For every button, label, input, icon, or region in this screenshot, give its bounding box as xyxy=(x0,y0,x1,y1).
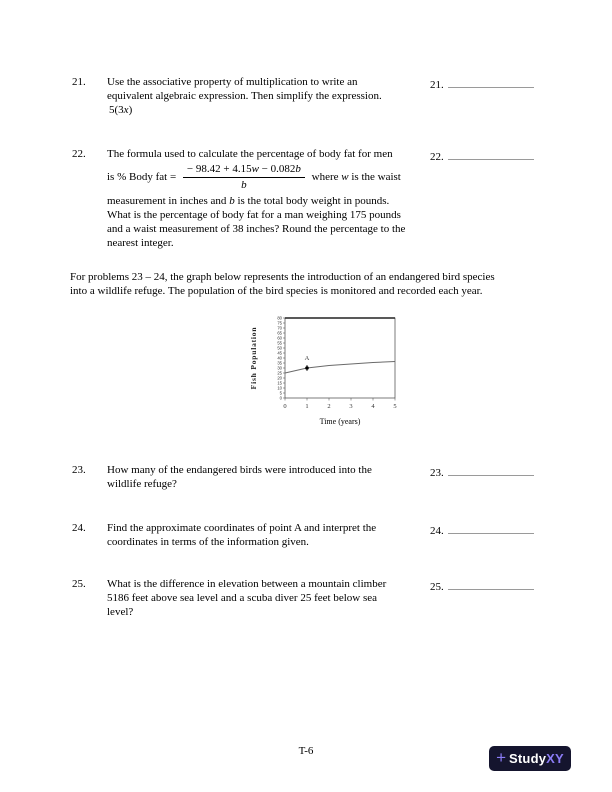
answer-slot-25 xyxy=(430,577,534,594)
answer-slot-23 xyxy=(430,463,534,480)
fraction-numerator: − 98.42 + 4.15w − 0.082b xyxy=(183,163,305,178)
answer-label: 23. xyxy=(430,467,444,479)
answer-label: 21. xyxy=(430,79,444,91)
svg-text:A: A xyxy=(304,355,310,362)
algebra-expression: 5(3x) xyxy=(109,104,133,116)
answer-slot-21 xyxy=(430,75,534,92)
svg-text:45: 45 xyxy=(277,350,282,356)
svg-text:10: 10 xyxy=(277,385,282,391)
svg-text:Time (years): Time (years) xyxy=(319,417,361,426)
problem-line: equivalent algebraic expression. Then simplify the expression. xyxy=(107,90,382,102)
svg-text:25: 25 xyxy=(277,370,282,376)
svg-text:80: 80 xyxy=(277,315,282,321)
problem-number: 22. xyxy=(72,148,86,160)
svg-text:50: 50 xyxy=(277,345,282,351)
answer-label: 24. xyxy=(430,525,444,537)
studyxy-logo xyxy=(489,746,571,771)
problem-line: The formula used to calculate the percentage of body fat for men xyxy=(107,148,393,160)
svg-text:5: 5 xyxy=(279,390,282,396)
problem-number: 24. xyxy=(72,522,86,534)
problem-line: Use the associative property of multiplication to write an xyxy=(107,76,358,88)
fraction-denominator: b xyxy=(241,179,247,191)
brand-text-xy: XY xyxy=(546,750,564,766)
problem-24 xyxy=(72,521,577,549)
svg-text:55: 55 xyxy=(277,340,282,346)
footer-page-number: T-6 xyxy=(298,745,314,757)
problem-line: How many of the endangered birds were introduced into the xyxy=(107,464,372,476)
problem-text xyxy=(107,75,429,117)
svg-text:60: 60 xyxy=(277,335,282,341)
answer-blank-line xyxy=(448,521,534,534)
svg-text:4: 4 xyxy=(371,403,375,410)
problem-line: 5186 feet above sea level and a scuba diver 25 feet below sea xyxy=(107,592,377,604)
answer-blank-line xyxy=(448,577,534,590)
brand-text-study: Study xyxy=(509,750,547,766)
svg-text:3: 3 xyxy=(349,403,353,410)
answer-slot-24 xyxy=(430,521,534,538)
answer-label: 22. xyxy=(430,151,444,163)
problem-text xyxy=(107,463,429,491)
problem-line: coordinates in terms of the information given. xyxy=(107,536,309,548)
problem-text xyxy=(107,577,429,619)
problem-line: level? xyxy=(107,606,134,618)
answer-blank-line xyxy=(448,147,534,160)
svg-text:Fish Population: Fish Population xyxy=(249,326,258,390)
svg-text:0: 0 xyxy=(279,395,282,401)
answer-label: 25. xyxy=(430,581,444,593)
problem-text xyxy=(107,147,429,250)
problem-line: nearest integer. xyxy=(107,237,174,249)
svg-text:1: 1 xyxy=(305,403,309,410)
problem-text xyxy=(107,521,429,549)
problem-25 xyxy=(72,577,577,619)
svg-text:65: 65 xyxy=(277,330,282,336)
svg-text:75: 75 xyxy=(277,320,282,326)
body-fat-formula: is % Body fat = $\frac{- 98.42 + 4.15w - 0.082b}{b}$ where w is the waist xyxy=(107,163,401,191)
answer-slot-22 xyxy=(430,147,534,164)
problem-23 xyxy=(72,463,577,491)
problem-number: 21. xyxy=(72,76,86,88)
fraction xyxy=(183,163,305,192)
problem-line: and a waist measurement of 38 inches? Round the percentage to the xyxy=(107,223,406,235)
svg-text:5: 5 xyxy=(393,403,397,410)
svg-text:2: 2 xyxy=(327,403,331,410)
problem-22 xyxy=(72,147,577,250)
problem-number: 25. xyxy=(72,578,86,590)
population-graph-svg xyxy=(245,306,420,438)
problem-21 xyxy=(72,75,577,117)
problem-line: wildlife refuge? xyxy=(107,478,177,490)
svg-text:30: 30 xyxy=(277,365,282,371)
problem-line: Find the approximate coordinates of point A and interpret the xyxy=(107,522,377,534)
problem-line: What is the difference in elevation between a mountain climber xyxy=(107,578,387,590)
svg-text:20: 20 xyxy=(277,375,282,381)
svg-text:15: 15 xyxy=(277,380,282,386)
svg-text:40: 40 xyxy=(277,355,282,361)
answer-blank-line xyxy=(448,75,534,88)
problem-number: 23. xyxy=(72,464,86,476)
problem-line: What is the percentage of body fat for a man weighing 175 pounds xyxy=(107,209,401,221)
problem-line: measurement in inches and b is the total body weight in pounds. xyxy=(107,195,390,207)
population-graph xyxy=(245,306,420,438)
svg-text:0: 0 xyxy=(283,403,287,410)
svg-text:70: 70 xyxy=(277,325,282,331)
answer-blank-line xyxy=(448,463,534,476)
graph-intro-paragraph: For problems 23 – 24, the graph below represents the introduction of an endangered bird species into a wildlife refuge. The population of the bird species is monitored and recorded each year. xyxy=(70,271,495,297)
svg-text:35: 35 xyxy=(277,360,282,366)
plus-icon: + xyxy=(496,748,507,767)
